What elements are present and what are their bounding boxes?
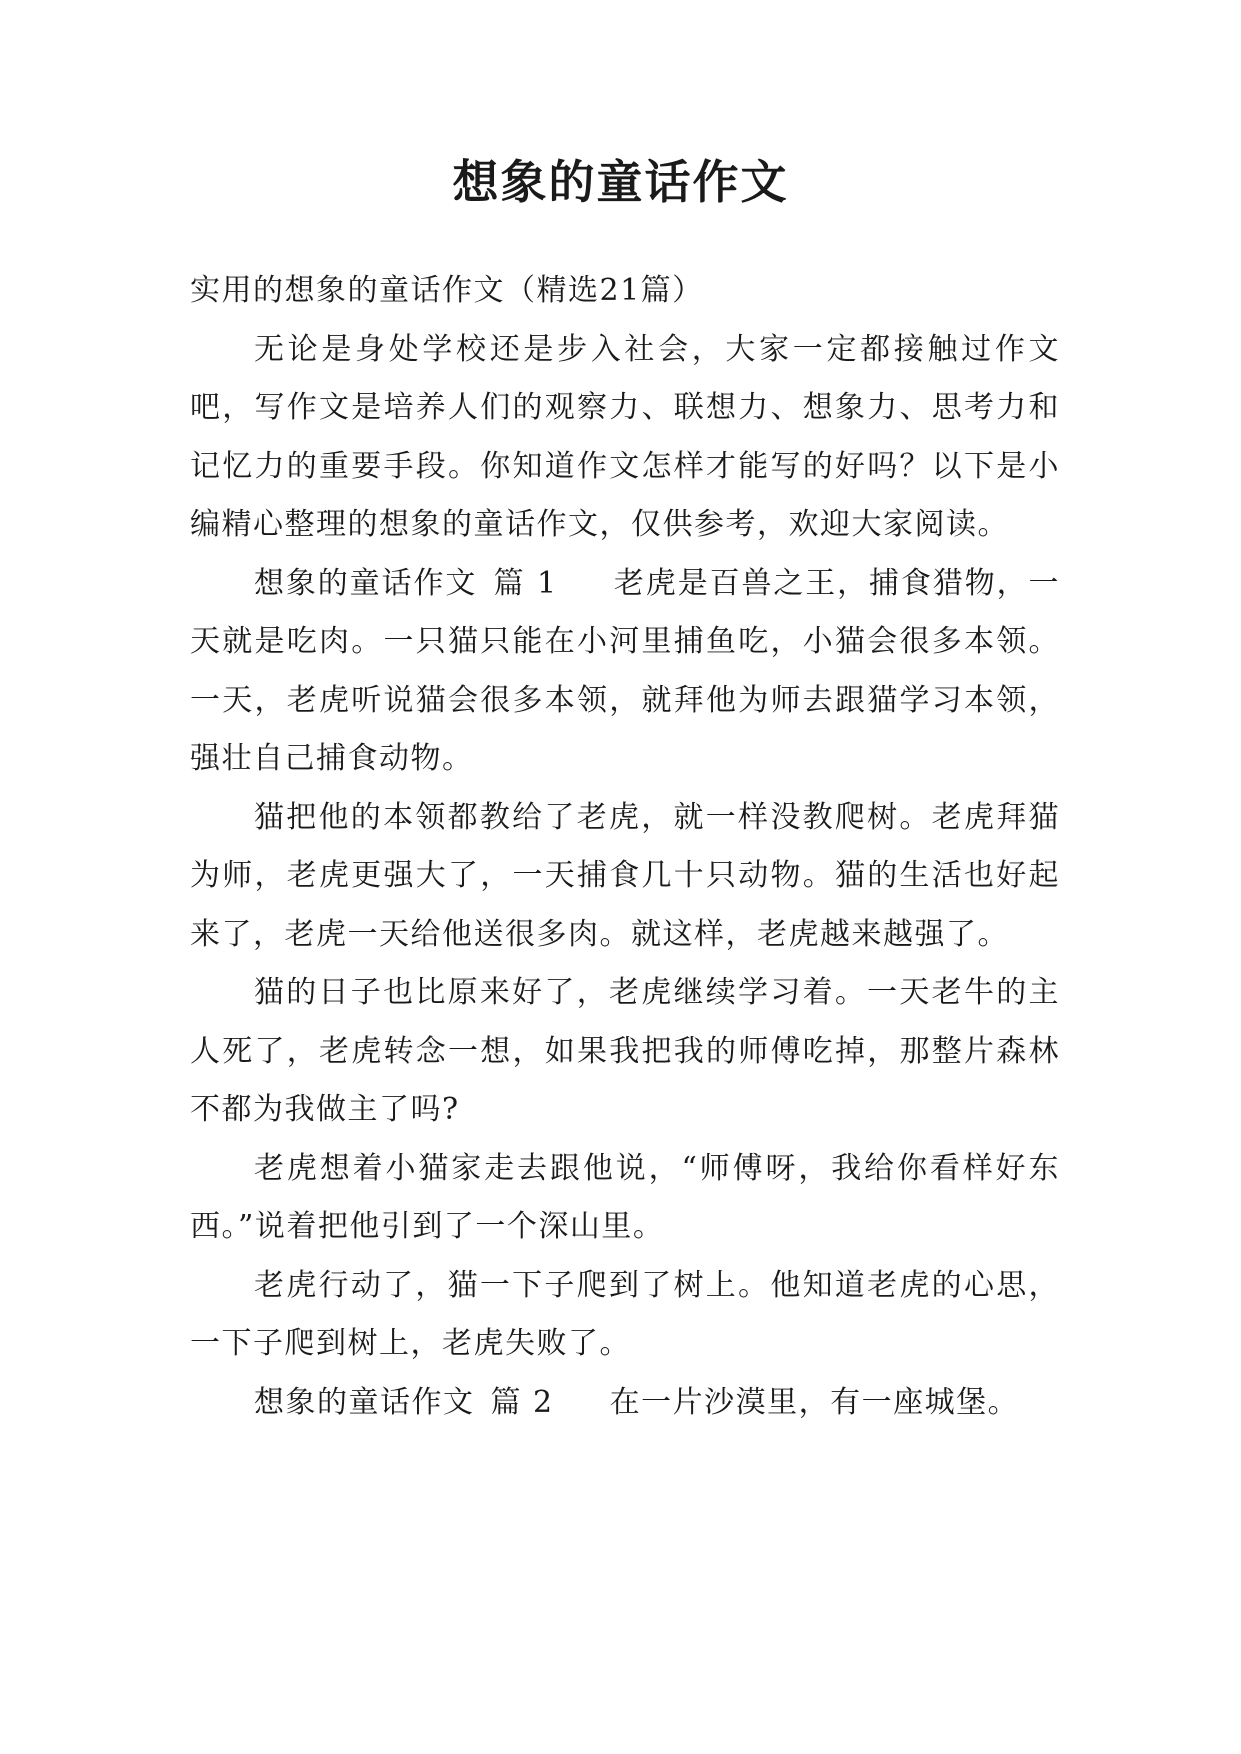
- intro-paragraph: 无论是身处学校还是步入社会，大家一定都接触过作文吧，写作文是培养人们的观察力、联想力、想象力、思考力和记忆力的重要手段。你知道作文怎样才能写的好吗？以下是小编精心整理的想象的童话作文，仅供参考，欢迎大家阅读。: [190, 331, 1060, 542]
- document-title: 想象的童话作文: [452, 155, 789, 209]
- section-1-paragraph: [190, 555, 1060, 789]
- document-subtitle: 实用的想象的童话作文（精选21篇）: [190, 273, 704, 308]
- section-1-heading: 想象的童话作文: [254, 565, 478, 601]
- section-1-lead: 老虎是百兽之王，捕食猎物，一天就是吃肉。一只猫只能在小河里捕鱼吃，小猫会很多本领。一天，老虎听说猫会很多本领，就拜他为师去跟猫学习本领，强壮自己捕食动物。: [190, 565, 1060, 776]
- section-1-body-paragraph: 猫把他的本领都教给了老虎，就一样没教爬树。老虎拜猫为师，老虎更强大了，一天捕食几十只动物。猫的生活也好起来了，老虎一天给他送很多肉。就这样，老虎越来越强了。: [190, 799, 1060, 952]
- section-1-label: 篇 1: [493, 565, 558, 601]
- section-2-lead: 在一片沙漠里，有一座城堡。: [609, 1384, 1020, 1420]
- section-2-label: 篇 2: [490, 1384, 554, 1420]
- section-2-heading: 想象的童话作文: [254, 1384, 475, 1420]
- section-1-body-paragraph: 猫的日子也比原来好了，老虎继续学习着。一天老牛的主人死了，老虎转念一想，如果我把我的师傅吃掉，那整片森林不都为我做主了吗?: [190, 975, 1060, 1127]
- section-2-paragraph: [190, 1374, 1060, 1433]
- section-1-body-paragraph: 老虎想着小猫家走去跟他说，“师傅呀，我给你看样好东西。”说着把他引到了一个深山里。: [190, 1150, 1060, 1244]
- document-body: [190, 262, 1060, 1432]
- section-1-body-paragraph: 老虎行动了，猫一下子爬到了树上。他知道老虎的心思，一下子爬到树上，老虎失败了。: [190, 1267, 1060, 1361]
